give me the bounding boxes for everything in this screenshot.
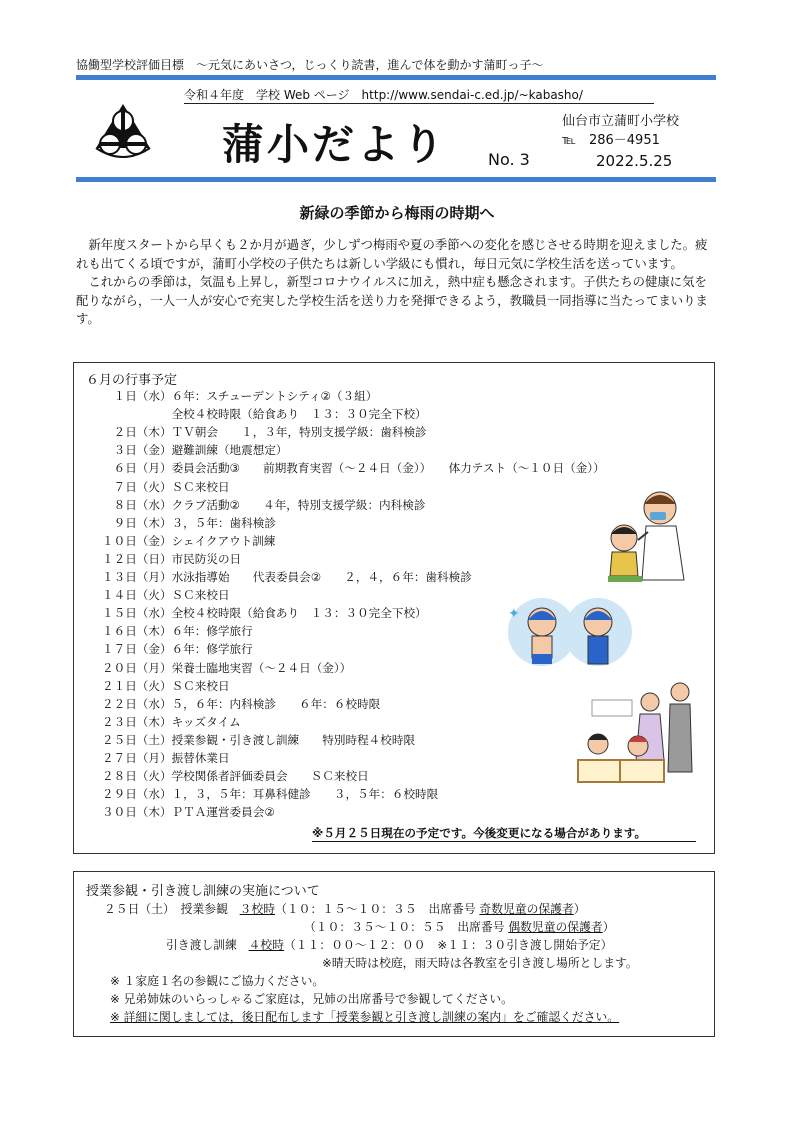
classroom-visit-illustration-icon — [572, 680, 702, 796]
event-item: ２１日（火）ＳＣ来校日 — [102, 678, 230, 693]
event-item: 全校４校時限（給食あり １３：３０完全下校） — [102, 407, 427, 422]
event-item: １２日（日）市民防災の日 — [102, 551, 242, 566]
event-item: １４日（火）ＳＣ来校日 — [102, 588, 230, 603]
header-top-bar — [76, 75, 716, 80]
event-item: ９日（木）３，５年：歯科検診 — [102, 515, 276, 530]
event-item: ６日（月）委員会活動③ 前期教育実習（～２４日（金）） 体力テスト（～１０日（金）） — [102, 461, 605, 476]
event-item: ２７日（月）振替休業日 — [102, 751, 230, 765]
paren-close: ） — [573, 902, 586, 916]
school-tel: ℡ 286－4951 — [562, 133, 660, 148]
intro-paragraph: 新年度スタートから早くも２か月が過ぎ，少しずつ梅雨や夏の季節への変化を感じさせる時期を迎えました。疲れも出てくる頃ですが，蒲町小学校の子供たちは新しい学級にも慣れ，毎日元気に学校生活を送っています。 — [76, 237, 708, 271]
event-item: ２３日（木）キッズタイム — [102, 714, 241, 729]
event-item: １０日（金）シェイクアウト訓練 — [102, 533, 276, 548]
paren-close: ） — [602, 920, 615, 934]
issue-number: No. 3 — [488, 150, 530, 169]
open-class-note: ※ １家庭１名の参観にご協力ください。 — [110, 974, 325, 988]
event-item: １日（水）６年：スチューデントシティ②（３組） — [102, 389, 378, 403]
header-bottom-bar — [76, 177, 716, 182]
open-class-row-1 — [104, 900, 586, 917]
handover-label: 引き渡し訓練 — [166, 938, 249, 952]
event-item: １５日（水）全校４校時限（給食あり １３：３０完全下校） — [102, 606, 427, 621]
event-item: ２０日（月）栄養士臨地実習（～２４日（金）） — [102, 660, 352, 675]
event-item: １６日（木）６年：修学旅行 — [102, 624, 253, 639]
event-item: ３０日（木）ＰＴＡ運営委員会② — [102, 805, 275, 820]
event-item: １７日（金）６年：修学旅行 — [102, 642, 253, 657]
issue-date: 2022.5.25 — [596, 152, 673, 170]
intro-paragraph: これからの季節は，気温も上昇し，新型コロナウイルスに加え，熱中症も懸念されます。子供たちの健康に気を配りながら，一人一人が安心で充実した学校生活を送り力を発揮できるよう，教職員一同指導に当たってまいります。 — [76, 274, 708, 326]
event-item: ２８日（火）学校関係者評価委員会 ＳＣ来校日 — [102, 769, 369, 784]
open-class-note: ※ 兄弟姉妹のいらっしゃるご家庭は，兄姉の出席番号で参観してください。 — [110, 992, 513, 1006]
event-item: ２日（木）ＴＶ朝会 １，３年，特別支援学級：歯科検診 — [102, 425, 427, 440]
open-class-note: ※ 詳細に関しましては，後日配布します「授業参観と引き渡し訓練の案内」をご確認ください。 — [110, 1010, 620, 1024]
open-class-target: 奇数児童の保護者 — [479, 902, 574, 916]
open-class-time: （１０：１５～１０：３５ 出席番号 — [275, 902, 480, 916]
school-web-address: 令和４年度 学校 Web ページ http://www.sendai-c.ed.jp/~kabasho/ — [184, 88, 583, 102]
event-item: ７日（火）ＳＣ来校日 — [102, 479, 230, 494]
schedule-note: ※５月２５日現在の予定です。今後変更になる場合があります。 — [312, 826, 647, 840]
event-item: ２２日（水）５，６年：内科検診 ６年：６校時限 — [102, 696, 381, 711]
schedule-note-underline — [312, 841, 696, 842]
school-name: 仙台市立蒲町小学校 — [562, 114, 680, 129]
headline: 新緑の季節から梅雨の時期へ — [299, 204, 495, 222]
event-item: １３日（月）水泳指導始 代表委員会② ２，４，６年：歯科検診 — [102, 570, 472, 584]
handover-time: （１１：００～１２：００ ※１１：３０引き渡し開始予定） — [284, 938, 613, 952]
open-class-period: ３校時 — [239, 902, 276, 916]
open-class-row-3 — [166, 936, 612, 953]
event-item: ８日（水）クラブ活動② ４年，特別支援学級：内科検診 — [102, 497, 426, 512]
event-item: ２５日（土）授業参観・引き渡し訓練 特別時程４校時限 — [102, 732, 416, 747]
open-class-title: 授業参観・引き渡し訓練の実施について — [86, 884, 320, 899]
event-item: ２９日（水）１，３，５年：耳鼻科健診 ３，５年：６校時限 — [102, 787, 439, 802]
open-class-date: ２５日（土） 授業参観 — [104, 902, 240, 916]
dental-checkup-illustration-icon — [598, 482, 694, 586]
open-class-row-2 — [304, 918, 615, 935]
school-motto: 協働型学校評価目標 ～元気にあいさつ，じっくり読書，進んで体を動かす蒲町っ子～ — [76, 58, 544, 72]
swimming-children-illustration-icon — [500, 588, 635, 688]
open-class-time: （１０：３５～１０：５５ 出席番号 — [304, 920, 509, 934]
school-emblem-icon — [90, 100, 156, 166]
handover-place-note: ※晴天時は校庭，雨天時は各教室を引き渡し場所とします。 — [322, 956, 638, 970]
newsletter-title: 蒲小だより — [222, 120, 448, 169]
open-class-target: 偶数児童の保護者 — [508, 920, 603, 934]
intro-text — [76, 236, 716, 329]
web-underline — [184, 103, 654, 104]
handover-period: ４校時 — [248, 938, 284, 952]
event-item: ３日（金）避難訓練（地震想定） — [102, 443, 288, 458]
svg-text:✦: ✦ — [508, 606, 520, 622]
june-events-title: ６月の行事予定 — [86, 373, 178, 388]
